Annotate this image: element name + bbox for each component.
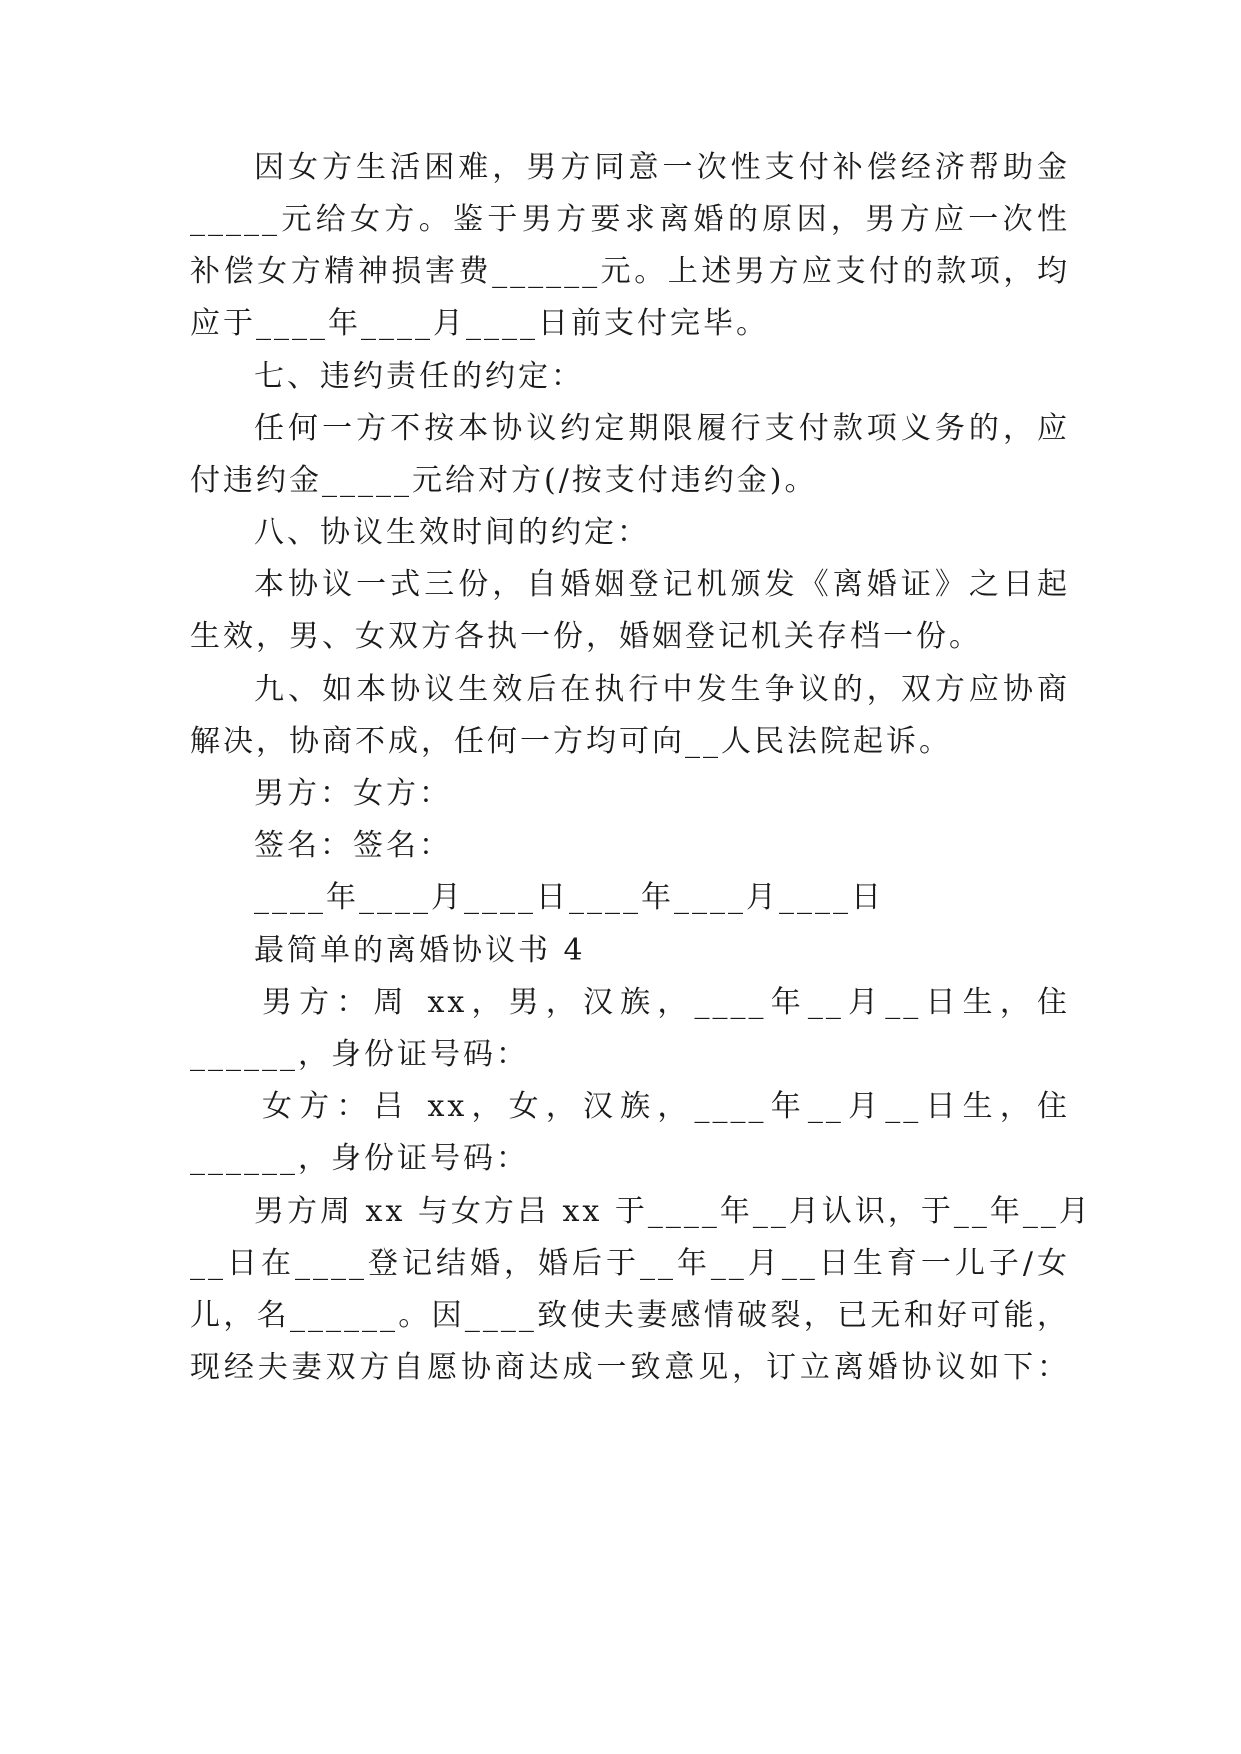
party-woman-info: 女方：吕 xx，女，汉族，____年__月__日生，住 (262, 1089, 1070, 1124)
paragraph-line: 男方周 xx 与女方吕 xx 于____年__月认识，于__年__月 (254, 1194, 1092, 1229)
party-man-info: 男方：周 xx，男，汉族，____年__月__日生，住 (262, 985, 1070, 1020)
paragraph-line: 现经夫妻双方自愿协商达成一致意见，订立离婚协议如下： (190, 1350, 1070, 1385)
paragraph-line: 本协议一式三份，自婚姻登记机颁发《离婚证》之日起 (254, 567, 1070, 602)
document-title: 最简单的离婚协议书 4 (254, 933, 586, 968)
paragraph-line: 付违约金_____元给对方(/按支付违约金)。 (190, 463, 818, 498)
paragraph-line: 补偿女方精神损害费______元。上述男方应支付的款项，均 (190, 254, 1070, 289)
paragraph-line: 儿，名______。因____致使夫妻感情破裂，已无和好可能， (190, 1298, 1070, 1333)
section-heading: 八、协议生效时间的约定： (254, 515, 650, 550)
paragraph-line: 因女方生活困难，男方同意一次性支付补偿经济帮助金 (254, 150, 1070, 185)
paragraph-line: 九、如本协议生效后在执行中发生争议的，双方应协商 (254, 672, 1070, 707)
paragraph-line: __日在____登记结婚，婚后于__年__月__日生育一儿子/女 (190, 1246, 1070, 1281)
paragraph-line: 应于____年____月____日前支付完毕。 (190, 306, 769, 341)
paragraph-line: 解决，协商不成，任何一方均可向__人民法院起诉。 (190, 724, 952, 759)
date-blanks: ____年____月____日____年____月____日 (254, 880, 884, 915)
paragraph-line: ______，身份证号码： (190, 1141, 529, 1176)
paragraph-line: 生效，男、女双方各执一份，婚姻登记机关存档一份。 (190, 619, 982, 654)
section-heading: 七、违约责任的约定： (254, 359, 584, 394)
party-labels: 男方：女方： (254, 776, 452, 811)
paragraph-line: ______，身份证号码： (190, 1037, 529, 1072)
paragraph-line: _____元给女方。鉴于男方要求离婚的原因，男方应一次性 (190, 202, 1070, 237)
signature-labels: 签名：签名： (254, 828, 452, 863)
paragraph-line: 任何一方不按本协议约定期限履行支付款项义务的，应 (254, 411, 1070, 446)
